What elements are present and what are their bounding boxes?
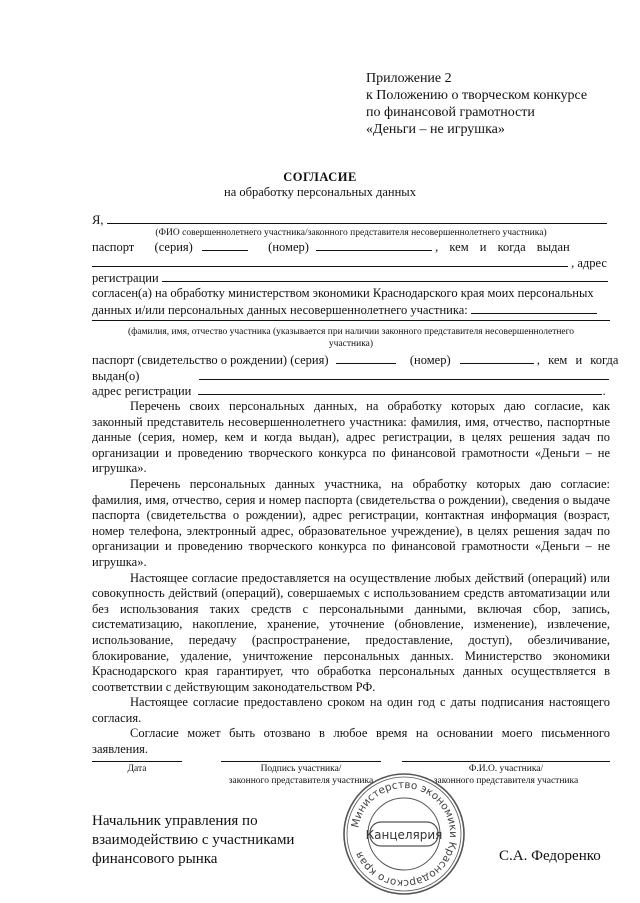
- address2-field[interactable]: [198, 383, 602, 395]
- address2-label: адрес регистрации: [92, 384, 192, 398]
- fio-label-line: Ф.И.О. участника/: [468, 764, 544, 774]
- number-label: (номер): [268, 240, 309, 254]
- fio-hint: (ФИО совершеннолетнего участника/законного представителя несовершеннолетнего участника): [155, 228, 547, 238]
- paragraph-term: Настоящее согласие предоставлено сроком на один год с даты подписания настоящего согласия.: [92, 695, 610, 725]
- signature-label-line: законного представителя участника: [228, 776, 374, 786]
- signatory-title-line: Начальник управления по: [92, 813, 258, 829]
- participant-field[interactable]: [92, 320, 610, 321]
- series-label: (серия): [154, 240, 193, 254]
- passport-label: паспорт: [92, 240, 135, 254]
- consent-form: Я, (ФИО совершеннолетнего участника/законного представителя несовершеннолетнего участника) паспорт (серия) (номер) , кем и когда выдан , адрес регистрации согласен(а) на обработку министерством экономики Краснодарского края моих персональных данных и/или персональных данных несовершеннолетнего участника: (фамилия, имя, отчество участника (указывается при наличии законного представителя несовершеннолетнего участника) паспорт (свидетельство о рождении) (серия) (номер) , кем и когда выдан(о) адрес регистрации . Перечень своих персональных данных, на обработку которых даю согласие, как законный представитель несовершеннолетнего участника: фамилия, имя, отчество, паспортные данные (серия, номер, кем и когда выдан), адрес регистрации, в целях решения задач по организации и проведению творческого конкурса по финансовой грамотности «Деньги – не игрушка». Перечень персональных данных участника, на обработку которых даю согласие: фамилия, имя, отчество, серия и номер паспорта (свидетельства о рождении), сведения о выдаче паспорта (свидетельства о рождении), адрес регистрации, контактная информация (возраст, номер телефона, электронный адрес, образовательное учреждение), в целях решения задач по организации и проведению творческого конкурса по финансовой грамотности «Деньги – не игрушка». Настоящее согласие предоставляется на осуществление любых действий (операций) или совокупность действий (операций), совершаемых с использованием средств автоматизации или без использования таких средств с персональными данными, включая сбор, запись, систематизацию, накопление, хранение, уточнение (обновление, изменение), извлечение, использование, передачу (распространение, предоставление, доступ), обезличивание, блокирование, удаление, уничтожение персональных данных. Министерство экономики Краснодарского края гарантирует, что обработка персональных данных осуществляется в соответствии с действующим законодательством РФ. Настоящее согласие предоставлено сроком на один год с даты подписания настоящего согласия. Согласие может быть отозвано в любое время на основании моего письменного заявления.: [92, 213, 619, 757]
- adres-label: , адрес: [571, 256, 607, 270]
- signatory-title-line: финансового рынка: [92, 851, 218, 867]
- issued2-field[interactable]: [199, 368, 609, 380]
- issued2-label: , кем и когда: [536, 353, 619, 367]
- stamp-seal-icon: [340, 770, 468, 898]
- agree-line-1: согласен(а) на обработку министерством экономики Краснодарского края моих персональных: [92, 286, 594, 300]
- signatory-title: [92, 812, 294, 869]
- appendix-line: по финансовой грамотности: [366, 105, 535, 120]
- fio-label-line: законного представителя участника: [433, 776, 579, 786]
- signature-label-line: Подпись участника/: [260, 764, 342, 774]
- appendix-line: Приложение 2: [366, 71, 452, 86]
- series-field[interactable]: [202, 239, 248, 251]
- number-field[interactable]: [316, 239, 432, 251]
- document-subtitle: на обработку персональных данных: [224, 185, 416, 199]
- participant-hint: (фамилия, имя, отчество участника (указывается при наличии законного представителя несовершеннолетнего: [127, 327, 575, 337]
- date-line[interactable]: [92, 761, 182, 762]
- appendix-line: к Положению о творческом конкурсе: [366, 88, 588, 103]
- issued-field[interactable]: [92, 255, 568, 267]
- registration-label: регистрации: [92, 271, 159, 285]
- paragraph-participant-data: Перечень персональных данных участника, на обработку которых даю согласие: фамилия, имя, отчество, серия и номер паспорта (свидетельства о рождении), сведения о выдаче паспорта (свидетельства о рождении), адрес регистрации, контактная информация (возраст, номер телефона, электронный адрес, образовательное учреждение), в целях решения задач по организации и проведению творческого конкурса по финансовой грамотности «Деньги – не игрушка».: [92, 476, 610, 569]
- signatory-title-line: взаимодействию с участниками: [92, 832, 295, 848]
- number2-label: (номер): [409, 353, 451, 367]
- document-title: СОГЛАСИЕ: [283, 170, 357, 184]
- stamp-outer-path: Министерство экономики Краснодарского края: [349, 778, 460, 890]
- consent-paragraphs: [92, 399, 610, 758]
- signatory-name: С.А. Федоренко: [499, 848, 601, 864]
- series2-field[interactable]: [336, 352, 396, 364]
- appendix-line: «Деньги – не игрушка»: [366, 122, 505, 137]
- ya-label: Я,: [92, 213, 104, 227]
- office-stamp: [340, 770, 468, 903]
- paragraph-actions: Настоящее согласие предоставляется на осуществление любых действий (операций) или совокупность действий (операций), совершаемых с использованием средств автоматизации или без использования таких средств с персональными данными, включая сбор, запись, систематизацию, накопление, хранение, уточнение (обновление, изменение), извлечение, использование, передачу (распространение, предоставление, доступ), обезличивание, блокирование, удаление, уничтожение персональных данных. Министерство экономики Краснодарского края гарантирует, что обработка персональных данных осуществляется в соответствии с действующим законодательством РФ.: [92, 570, 610, 694]
- agree-line-2: данных и/или персональных данных несовершеннолетнего участника:: [92, 303, 468, 317]
- registration-field[interactable]: [162, 270, 608, 282]
- participant-hint: участника): [328, 339, 374, 349]
- fio-field[interactable]: [107, 212, 607, 224]
- stamp-center-text: Канцелярия: [365, 828, 443, 842]
- paragraph-revoke: Согласие может быть отозвано в любое время на основании моего письменного заявления.: [92, 726, 610, 757]
- participant-field-inline[interactable]: [471, 302, 597, 314]
- passport2-label: паспорт (свидетельство о рождении) (серия): [92, 353, 329, 367]
- number2-field[interactable]: [460, 352, 534, 364]
- issued2-cont-label: выдан(о): [92, 369, 140, 383]
- signature-line[interactable]: [221, 761, 381, 762]
- fio-signature-line[interactable]: [402, 761, 610, 762]
- issued-label: , кем и когда выдан: [435, 240, 570, 254]
- paragraph-own-data: Перечень своих персональных данных, на обработку которых даю согласие, как законный представитель несовершеннолетнего участника: фамилия, имя, отчество, паспортные данные (серия, номер, кем и когда выдан), адрес регистрации, в целях решения задач по организации и проведению творческого конкурса по финансовой грамотности «Деньги – не игрушка».: [92, 399, 610, 476]
- date-label: Дата: [127, 764, 147, 774]
- appendix-header: [366, 70, 587, 138]
